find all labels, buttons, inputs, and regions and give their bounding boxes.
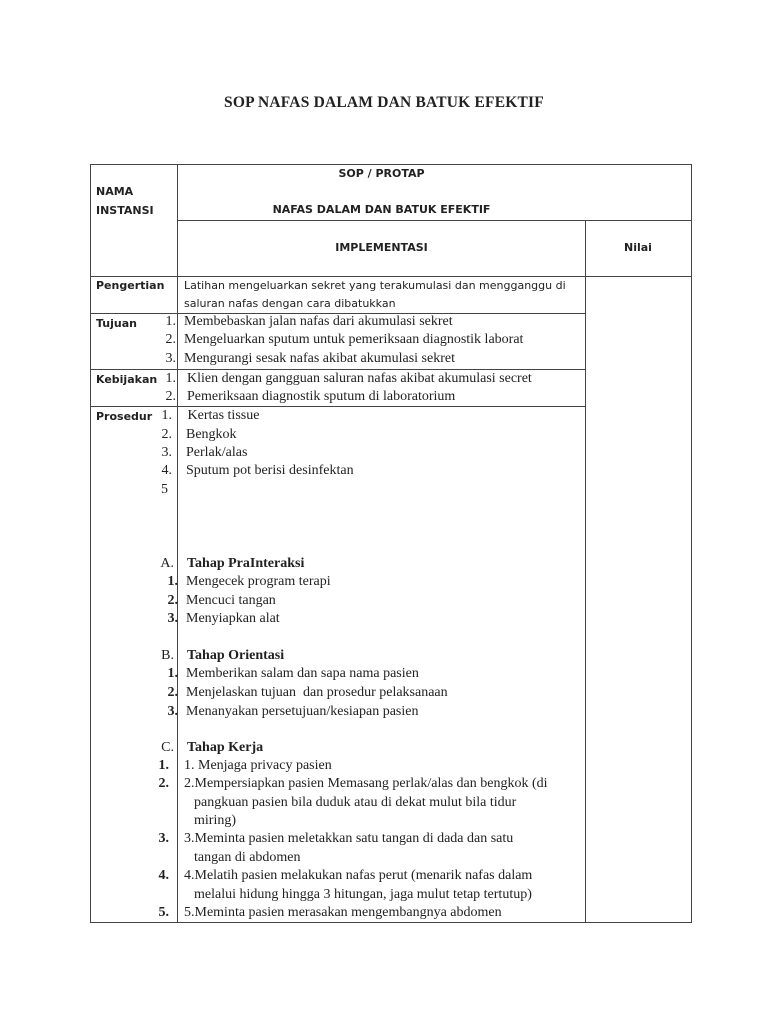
section-item-cont: miring) xyxy=(194,813,236,828)
alat-item-num: 5 xyxy=(161,482,168,497)
tujuan-label: Tujuan xyxy=(96,317,137,330)
document-title: SOP NAFAS DALAM DAN BATUK EFEKTIF xyxy=(224,94,544,111)
sop-protap-label: SOP / PROTAP xyxy=(338,167,425,180)
section-item: Menanyakan persetujuan/kesiapan pasien xyxy=(186,704,419,719)
section-item-num: 1. xyxy=(167,666,178,681)
tujuan-item-num: 2. xyxy=(165,332,176,347)
section-item: Memberikan salam dan sapa nama pasien xyxy=(186,666,419,681)
section-item-cont: tangan di abdomen xyxy=(194,850,301,865)
section-item: Menyiapkan alat xyxy=(186,611,280,626)
section-item: 5.Meminta pasien merasakan mengembangnya abdomen xyxy=(184,905,502,920)
alat-item-num: 2. xyxy=(161,427,172,442)
section-item: Mengecek program terapi xyxy=(186,574,331,589)
section-letter: C. xyxy=(161,740,174,755)
tujuan-item: Mengurangi sesak nafas akibat akumulasi sekret xyxy=(184,351,455,366)
alat-item: Bengkok xyxy=(186,427,237,442)
tujuan-item: Mengeluarkan sputum untuk pemeriksaan diagnostik laborat xyxy=(184,332,524,347)
section-item-num: 3. xyxy=(167,704,178,719)
nilai-header: Nilai xyxy=(624,241,652,254)
section-item: Mencuci tangan xyxy=(186,593,276,608)
alat-item: Kertas tissue xyxy=(184,408,260,423)
tujuan-item-num: 3. xyxy=(165,351,176,366)
section-item-num: 2. xyxy=(167,685,178,700)
section-item-num: 5. xyxy=(158,905,169,920)
kebijakan-item: Pemeriksaan diagnostik sputum di laboratorium xyxy=(187,389,456,404)
implementasi-header: IMPLEMENTASI xyxy=(335,241,428,254)
prosedur-label: Prosedur xyxy=(96,410,153,423)
nama-instansi-label-2: INSTANSI xyxy=(96,204,154,217)
kebijakan-item-num: 2. xyxy=(165,389,176,404)
section-item: 3.Meminta pasien meletakkan satu tangan di dada dan satu xyxy=(184,831,514,846)
pengertian-label: Pengertian xyxy=(96,279,165,292)
nama-instansi-label: NAMA xyxy=(96,185,134,198)
tujuan-item: Membebaskan jalan nafas dari akumulasi sekret xyxy=(184,314,453,329)
section-item-cont: pangkuan pasien bila duduk atau di dekat mulut bila tidur xyxy=(194,795,517,810)
section-title: Tahap Kerja xyxy=(187,740,264,755)
section-item-num: 2. xyxy=(158,776,169,791)
section-item: Menjelaskan tujuan dan prosedur pelaksanaan xyxy=(186,685,448,700)
section-letter: A. xyxy=(160,556,174,571)
section-item-num: 3. xyxy=(158,831,169,846)
section-item: 1. Menjaga privacy pasien xyxy=(184,758,332,773)
section-item-num: 1. xyxy=(167,574,178,589)
section-item-num: 3. xyxy=(167,611,178,626)
sop-name: NAFAS DALAM DAN BATUK EFEKTIF xyxy=(272,203,491,216)
kebijakan-label: Kebijakan xyxy=(96,373,158,386)
pengertian-text: saluran nafas dengan cara dibatukkan xyxy=(184,297,396,310)
pengertian-text: Latihan mengeluarkan sekret yang terakumulasi dan mengganggu di xyxy=(184,279,566,292)
alat-item: Sputum pot berisi desinfektan xyxy=(186,463,354,478)
section-item-num: 1. xyxy=(158,758,169,773)
alat-item-num: 1. xyxy=(161,408,172,423)
section-title: Tahap Orientasi xyxy=(187,648,285,663)
alat-item-num: 4. xyxy=(161,463,172,478)
section-item-num: 2. xyxy=(167,593,178,608)
section-title: Tahap PraInteraksi xyxy=(187,556,305,571)
alat-item-num: 3. xyxy=(161,445,172,460)
kebijakan-item-num: 1. xyxy=(165,371,176,386)
section-item: 2.Mempersiapkan pasien Memasang perlak/alas dan bengkok (di xyxy=(184,776,548,791)
alat-item: Perlak/alas xyxy=(186,445,248,460)
kebijakan-item: Klien dengan gangguan saluran nafas akibat akumulasi secret xyxy=(187,371,532,386)
section-letter: B. xyxy=(161,648,174,663)
section-item-num: 4. xyxy=(158,868,169,883)
section-item-cont: melalui hidung hingga 3 hitungan, jaga mulut tetap tertutup) xyxy=(194,887,532,902)
section-item: 4.Melatih pasien melakukan nafas perut (menarik nafas dalam xyxy=(184,868,533,883)
tujuan-item-num: 1. xyxy=(165,314,176,329)
